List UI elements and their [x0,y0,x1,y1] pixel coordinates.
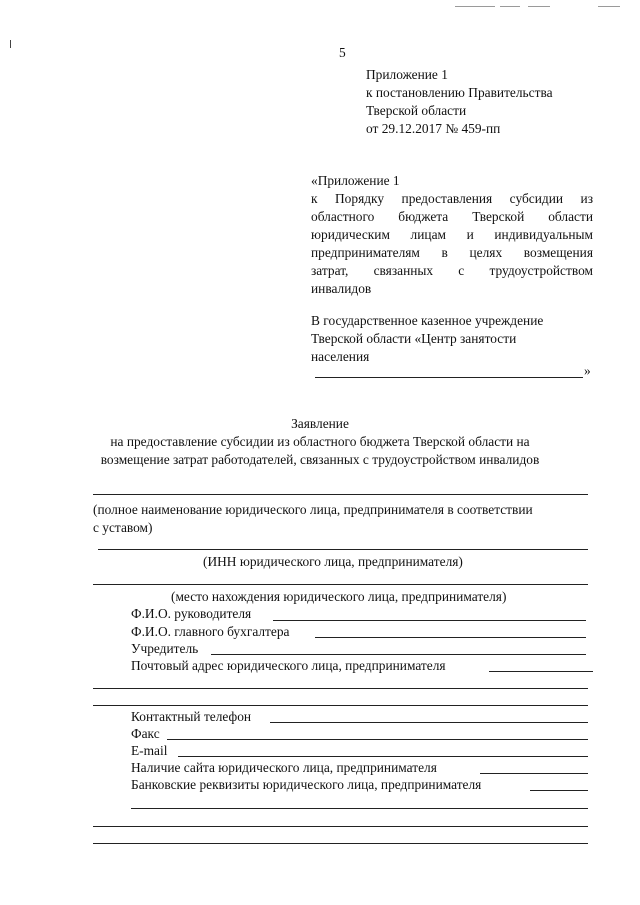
scan-artifact [528,6,550,7]
founder-field[interactable] [211,654,586,655]
addressee-line: В государственное казенное учреждение [311,313,544,328]
postal-address-field[interactable] [93,688,588,689]
scan-artifact [10,40,11,48]
statement-subtitle: возмещение затрат работодателей, связанных с трудоустройством инвалидов [100,452,540,467]
website-label: Наличие сайта юридического лица, предпринимателя [131,760,437,775]
name-caption: с уставом) [93,520,153,535]
name-caption: (полное наименование юридического лица, предпринимателя в соответствии [93,502,533,517]
header-line: от 29.12.2017 № 459-пп [366,121,501,136]
website-field[interactable] [480,773,588,774]
addressee-line: населения [311,349,370,364]
bank-details-field[interactable] [131,808,588,809]
bank-details-field[interactable] [530,790,588,791]
bank-details-label: Банковские реквизиты юридического лица, предпринимателя [131,777,482,792]
scan-artifact [455,6,495,7]
appendix-title: «Приложение 1 [311,173,400,188]
bank-details-field[interactable] [93,843,588,844]
scan-artifact [598,6,620,7]
appendix-line: областного бюджета Тверской области [311,209,593,224]
scan-artifact [500,6,520,7]
appendix-line: затрат, связанных с трудоустройством [311,263,593,278]
statement-title: Заявление [291,416,349,431]
postal-address-field[interactable] [489,671,593,672]
statement-subtitle: на предоставление субсидии из областного бюджета Тверской области на [110,434,530,449]
chief-accountant-field[interactable] [315,637,586,638]
page-number: 5 [339,45,346,60]
founder-label: Учредитель [131,641,199,656]
phone-label: Контактный телефон [131,709,252,724]
fax-field[interactable] [167,739,588,740]
director-field[interactable] [273,620,586,621]
addressee-blank[interactable] [315,377,583,378]
addressee-closing: » [584,363,591,378]
appendix-line: юридическим лицам и индивидуальным [311,227,593,242]
bank-details-field[interactable] [93,826,588,827]
inn-caption: (ИНН юридического лица, предпринимателя) [203,554,463,569]
name-blank[interactable] [93,494,588,495]
location-blank[interactable] [93,584,588,585]
header-line: Тверской области [366,103,467,118]
addressee-line: Тверской области «Центр занятости [311,331,517,346]
phone-field[interactable] [270,722,588,723]
header-line: к постановлению Правительства [366,85,553,100]
postal-address-label: Почтовый адрес юридического лица, предпринимателя [131,658,446,673]
header-line: Приложение 1 [366,67,448,82]
inn-blank[interactable] [98,549,588,550]
appendix-line: инвалидов [311,281,372,296]
location-caption: (место нахождения юридического лица, предпринимателя) [171,589,507,604]
chief-accountant-label: Ф.И.О. главного бухгалтера [131,624,290,639]
appendix-line: предпринимателям в целях возмещения [311,245,593,260]
email-label: E-mail [131,743,168,758]
director-label: Ф.И.О. руководителя [131,606,252,621]
fax-label: Факс [131,726,160,741]
appendix-line: к Порядку предоставления субсидии из [311,191,593,206]
postal-address-field[interactable] [93,705,588,706]
email-field[interactable] [178,756,588,757]
